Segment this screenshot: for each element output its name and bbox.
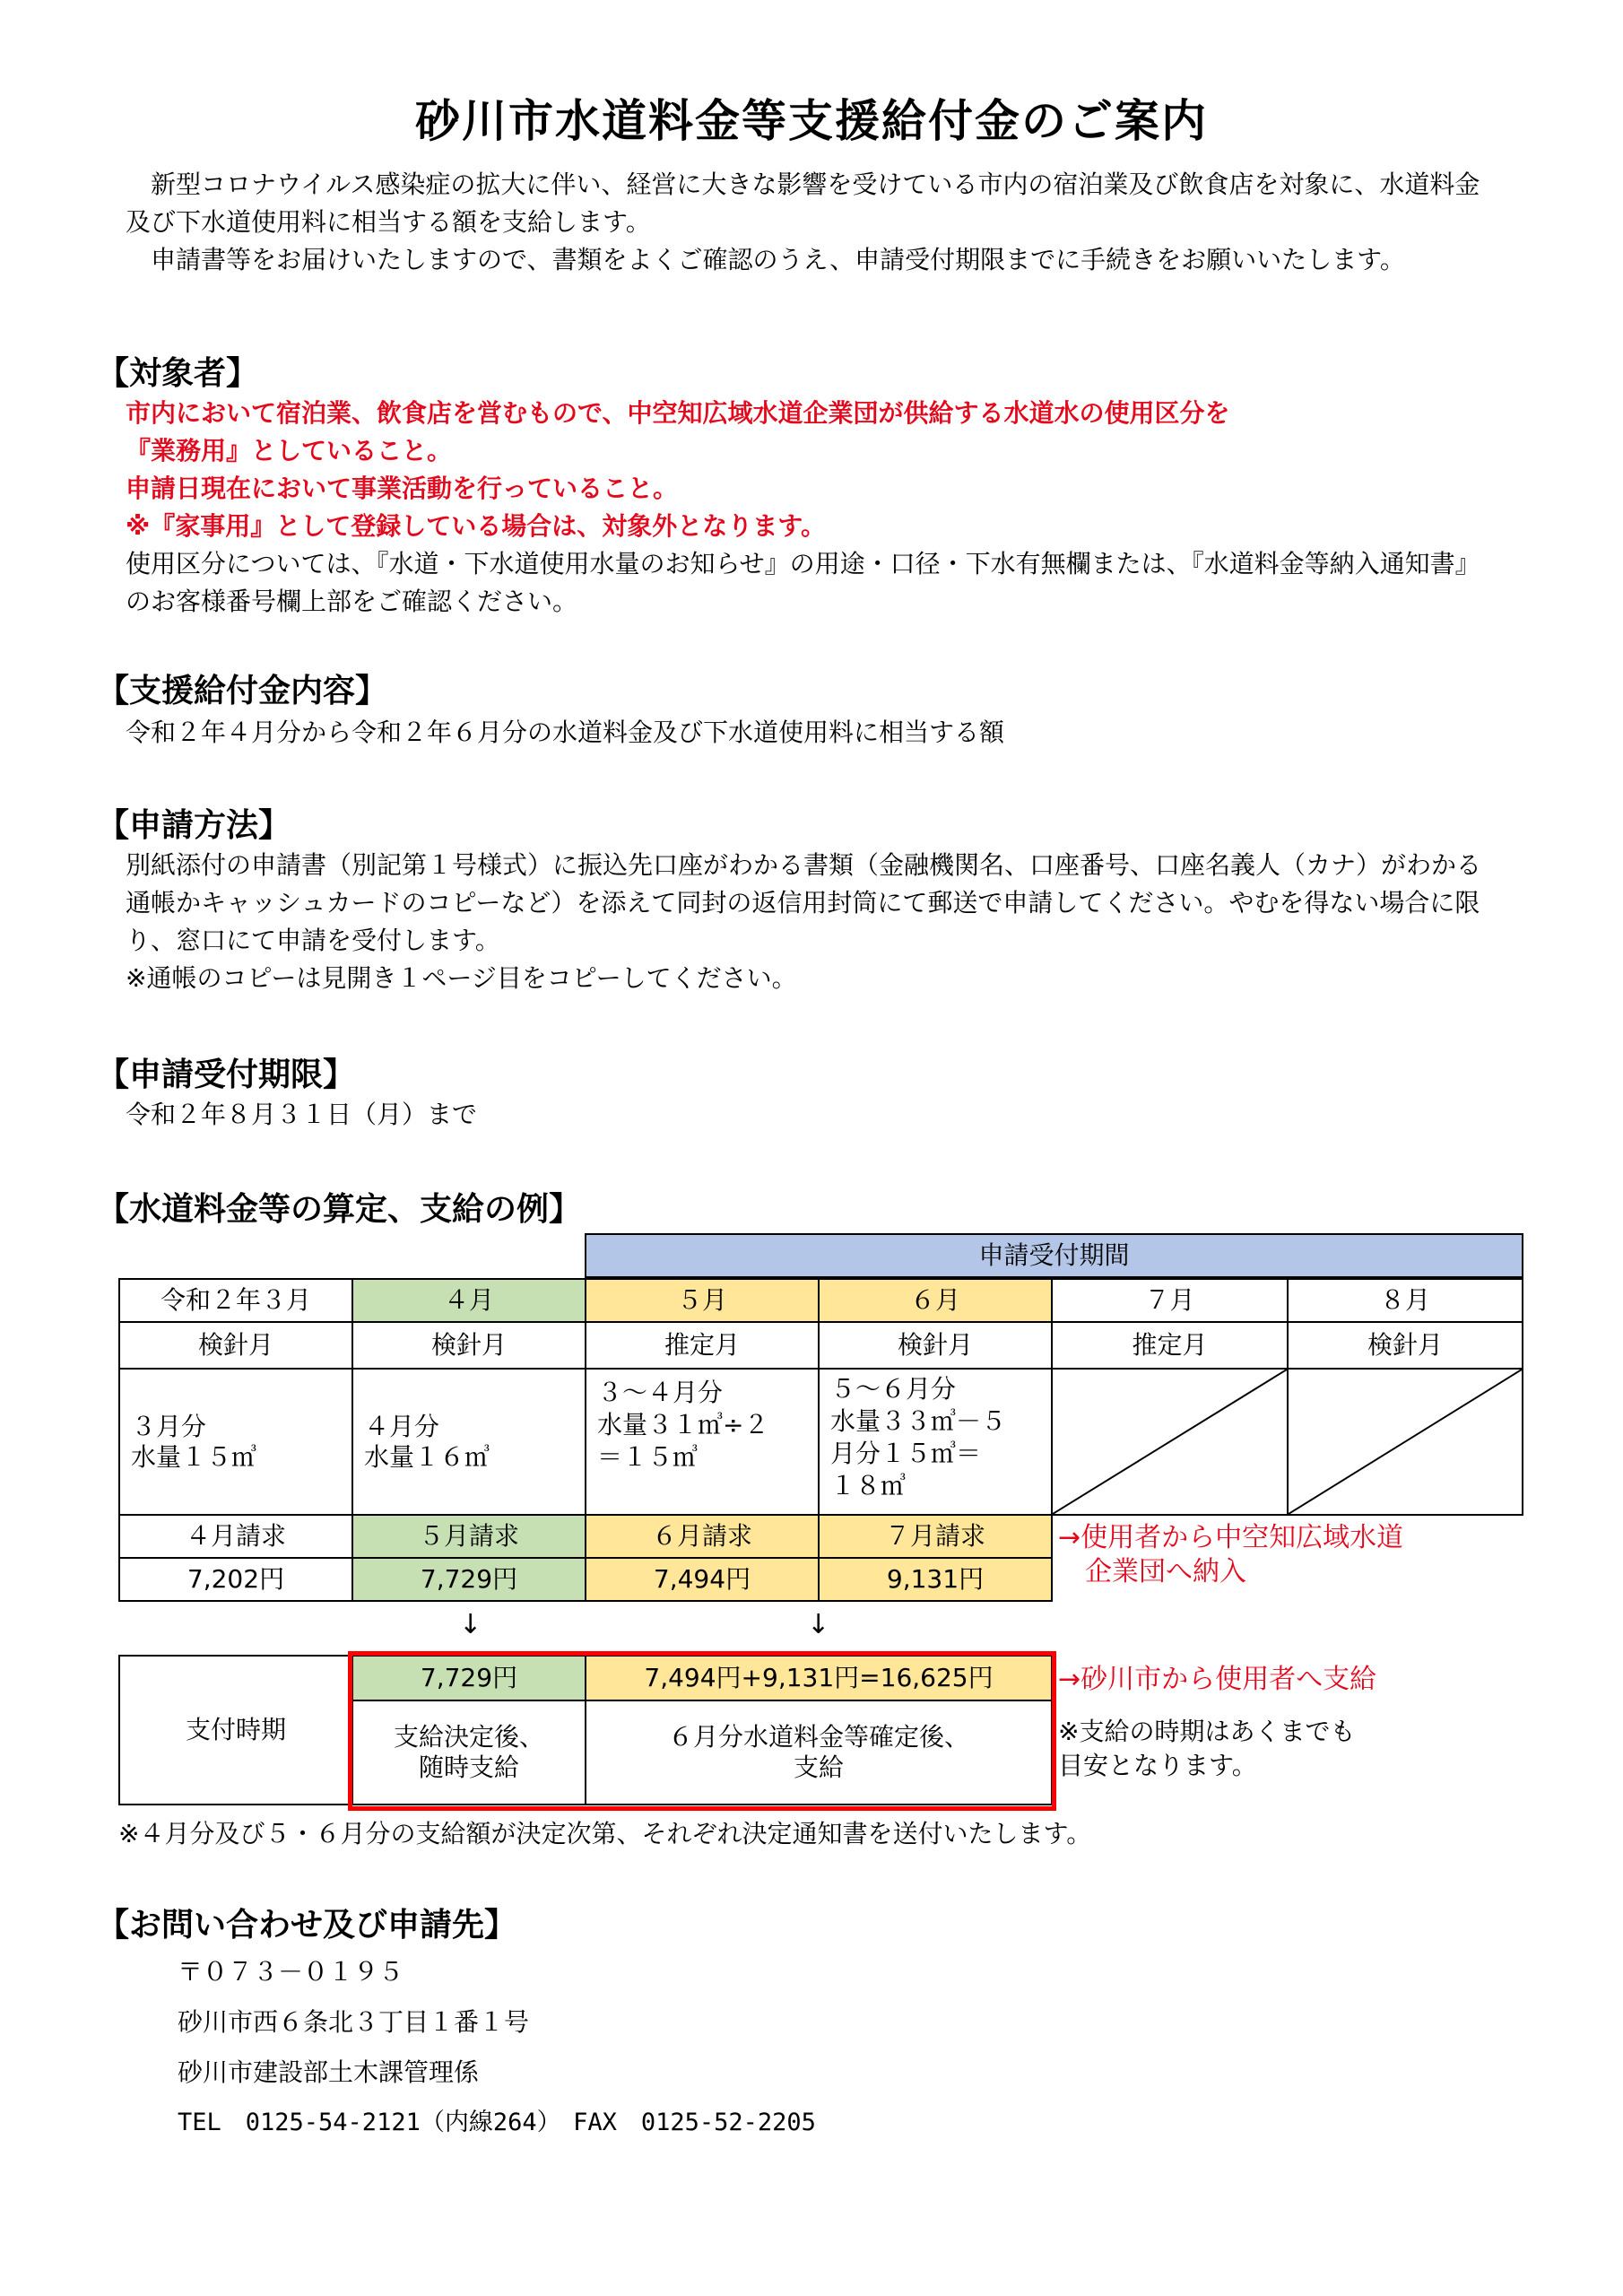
payment-timing-note: ※支給の時期はあくまでも 目安となります。 (1058, 1717, 1356, 1780)
payment-amount-may-jun: 7,494円+9,131円=16,625円 (585, 1655, 1053, 1701)
payment-amount-apr: 7,729円 (352, 1655, 586, 1701)
eligible-line-2: 『業務用』としていること。 (126, 436, 453, 465)
contact-address: 砂川市西６条北３丁目１番１号 (178, 2007, 530, 2037)
amount-jun: 7,494円 (585, 1557, 820, 1602)
reading-type-mar: 検針月 (118, 1321, 353, 1370)
bill-jun: ６月請求 (585, 1514, 820, 1559)
intro-paragraph-2: 申請書等をお届けいたしますので、書類をよくご確認のうえ、申請受付期限までに手続きをお願いいたします。 (151, 245, 1405, 274)
payment-timing-may-jun: ６月分水道料金等確定後、 支給 (585, 1700, 1053, 1805)
amount-jul: 9,131円 (818, 1557, 1053, 1602)
method-text: 別紙添付の申請書（別記第１号様式）に振込先口座がわかる書類（金融機関名、口座番号、口座名義人（カナ）がわかる通帳かキャッシュカードのコピーなど）を添えて同封の返信用封筒にて郵送で申請してください。やむを得ない場合に限り、窓口にて申請を受付します。 (126, 850, 1482, 955)
eligible-note: 使用区分については、『水道・下水道使用水量のお知らせ』の用途・口径・下水有無欄または、『水道料金等納入通知書』のお客様番号欄上部をご確認ください。 (126, 549, 1480, 616)
bill-may: ５月請求 (352, 1514, 586, 1559)
payment-timing-apr: 支給決定後、 随時支給 (352, 1700, 586, 1805)
reading-type-jun: 検針月 (818, 1321, 1053, 1370)
usage-jun: ５～６月分 水量３３㎥－５ 月分１５㎥＝ １８㎥ (818, 1368, 1053, 1516)
month-jul: ７月 (1051, 1278, 1289, 1323)
method-heading: 【申請方法】 (97, 807, 291, 844)
contact-heading: 【お問い合わせ及び申請先】 (97, 1907, 517, 1944)
payment-to-enterprise-note: →使用者から中空知広域水道 企業団へ納入 (1058, 1522, 1404, 1587)
bill-apr: ４月請求 (118, 1514, 353, 1559)
arrow-down-icon: ↓ (459, 1609, 482, 1640)
eligible-line-1: 市内において宿泊業、飲食店を営むもので、中空知広域水道企業団が供給する水道水の使用区分を (126, 398, 1230, 428)
decision-footnote: ※４月分及び５・６月分の支給額が決定次第、それぞれ決定通知書を送付いたします。 (118, 1819, 1092, 1848)
eligible-line-4: ※『家事用』として登録している場合は、対象外となります。 (126, 511, 826, 541)
deadline-text: 令和２年８月３１日（月）まで (126, 1100, 478, 1129)
amount-apr: 7,202円 (118, 1557, 353, 1602)
example-heading: 【水道料金等の算定、支給の例】 (97, 1191, 582, 1228)
contact-department: 砂川市建設部土木課管理係 (178, 2057, 480, 2087)
application-period-header: 申請受付期間 (585, 1233, 1523, 1278)
method-note: ※通帳のコピーは見開き１ページ目をコピーしてください。 (126, 963, 797, 993)
usage-may: ３～４月分 水量３１㎥÷２ ＝１５㎥ (585, 1368, 820, 1516)
reading-type-jul: 推定月 (1051, 1321, 1289, 1370)
content-heading: 【支援給付金内容】 (97, 673, 388, 709)
reading-type-aug: 検針月 (1287, 1321, 1523, 1370)
month-may: ５月 (585, 1278, 820, 1323)
contact-phone-fax: TEL 0125-54-2121（内線264） FAX 0125-52-2205 (178, 2109, 816, 2136)
payment-timing-label: 支付時期 (118, 1655, 353, 1805)
usage-jul-empty (1051, 1368, 1289, 1516)
usage-mar: ３月分 水量１５㎥ (118, 1368, 353, 1516)
bill-jul: ７月請求 (818, 1514, 1053, 1559)
reading-type-apr: 検針月 (352, 1321, 586, 1370)
content-text: 令和２年４月分から令和２年６月分の水道料金及び下水道使用料に相当する額 (126, 718, 1005, 747)
month-jun: ６月 (818, 1278, 1053, 1323)
diagonal-line (1053, 1370, 1287, 1514)
intro-paragraph-1: 新型コロナウイルス感染症の拡大に伴い、経営に大きな影響を受けている市内の宿泊業及び飲食店を対象に、水道料金及び下水道使用料に相当する額を支給します。 (126, 170, 1480, 237)
amount-may: 7,729円 (352, 1557, 586, 1602)
diagonal-line (1289, 1370, 1522, 1514)
month-apr: ４月 (352, 1278, 586, 1323)
month-aug: ８月 (1287, 1278, 1523, 1323)
usage-aug-empty (1287, 1368, 1523, 1516)
contact-postal-code: 〒０７３－０１９５ (178, 1957, 404, 1987)
deadline-heading: 【申請受付期限】 (97, 1057, 356, 1093)
month-mar: 令和２年３月 (118, 1278, 353, 1323)
page-title: 砂川市水道料金等支援給付金のご案内 (415, 95, 1208, 147)
eligible-heading: 【対象者】 (97, 355, 259, 392)
payment-to-user-note: →砂川市から使用者へ支給 (1058, 1664, 1377, 1695)
eligible-line-3: 申請日現在において事業活動を行っていること。 (126, 474, 679, 503)
arrow-down-icon: ↓ (807, 1609, 830, 1640)
highlight-box (348, 1651, 1056, 1811)
reading-type-may: 推定月 (585, 1321, 820, 1370)
usage-apr: ４月分 水量１６㎥ (352, 1368, 586, 1516)
